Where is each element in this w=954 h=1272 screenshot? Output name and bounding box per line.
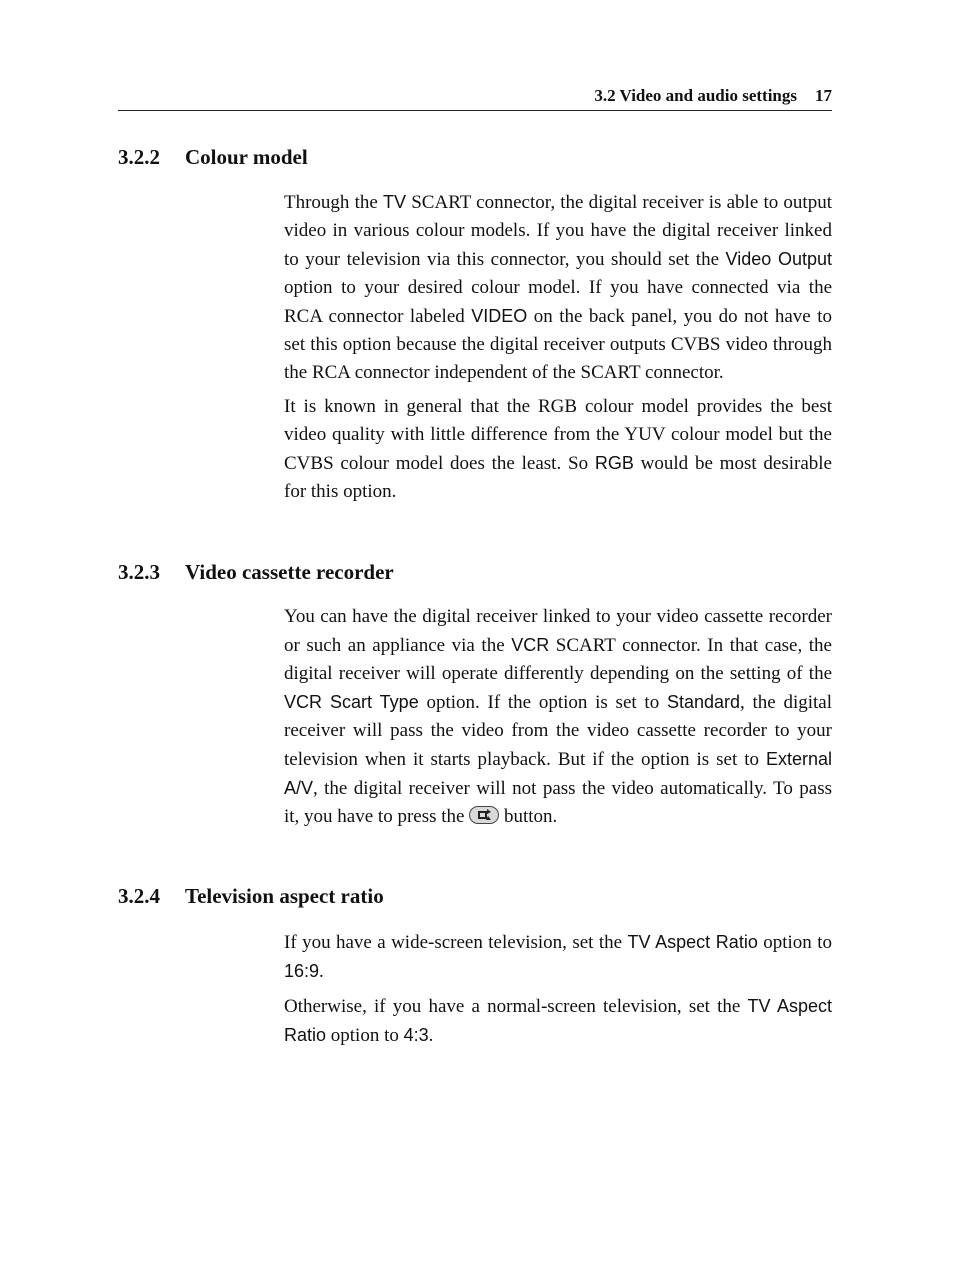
text-run: option to your desired colour model. If you have connected via the RCA connector labeled: [284, 277, 832, 327]
ui-term: Standard: [666, 692, 740, 712]
ui-term: 4:3: [403, 1025, 429, 1045]
section-heading-colour-model: [118, 145, 308, 170]
paragraph: [284, 992, 832, 1050]
tv-vcr-button-icon: [469, 806, 499, 824]
text-run: option. If the option is set to: [418, 692, 667, 713]
section-body-vcr: [284, 603, 832, 837]
section-number: 3.2.2: [118, 145, 160, 169]
text-run: would be most desirable for this option.: [284, 453, 832, 502]
text-run: button.: [499, 806, 558, 827]
section-body-aspect-ratio: [284, 928, 832, 1056]
text-run: SCART connector. In that case, the digital receiver will operate differently depending on the setting of the: [284, 635, 832, 684]
ui-term: Video Output: [725, 249, 833, 269]
ui-term: VCR Scart Type: [284, 692, 419, 712]
section-heading-aspect-ratio: [118, 884, 384, 909]
text-run: .: [319, 961, 324, 982]
ui-term: RGB: [594, 453, 634, 473]
section-title: Television aspect ratio: [185, 884, 384, 908]
text-run: .: [428, 1025, 434, 1046]
paragraph: [284, 928, 832, 986]
text-run: option to: [326, 1025, 404, 1046]
paragraph: [284, 393, 832, 506]
section-number: 3.2.4: [118, 884, 160, 908]
ui-term: VCR: [511, 635, 550, 655]
text-run: SCART connector, the digital receiver is able to output video in various colour models. If you have the digital receiver linked to your television via this connector, you should set the: [284, 192, 832, 270]
ui-term: VIDEO: [471, 306, 528, 326]
text-run: , the digital receiver will pass the video from the video cassette recorder to your television when it starts playback. But if the option is set to: [284, 692, 832, 770]
ui-term: TV Aspect Ratio: [627, 932, 758, 952]
text-run: It is known in general that the RGB colour model provides the best video quality with little difference from the YUV colour model but the CVBS colour model does the least. So: [284, 396, 832, 474]
running-header-title: 3.2 Video and audio settings: [594, 86, 797, 105]
section-title: Colour model: [185, 145, 308, 169]
ui-term: TV Aspect Ratio: [284, 996, 832, 1045]
ui-term: TV: [383, 192, 407, 212]
section-heading-vcr: [118, 560, 394, 585]
text-run: Otherwise, if you have a normal-screen television, set the: [284, 996, 748, 1017]
text-run: You can have the digital receiver linked to your video cassette recorder or such an appliance via the: [284, 606, 832, 656]
section-number: 3.2.3: [118, 560, 160, 584]
paragraph: [284, 603, 832, 831]
text-run: on the back panel, you do not have to set this option because the digital receiver outputs CVBS video through the RCA connector independent of the SCART connector.: [284, 306, 832, 383]
text-run: Through the: [284, 192, 384, 213]
section-body-colour-model: [284, 188, 832, 512]
text-run: , the digital receiver will not pass the video automatically. To pass it, you have to press the: [284, 778, 832, 827]
section-title: Video cassette recorder: [185, 560, 394, 584]
ui-term: External A/V: [284, 749, 832, 798]
paragraph: [284, 188, 832, 387]
text-run: If you have a wide-screen television, set the: [284, 932, 628, 953]
running-header: [118, 86, 832, 111]
ui-term: 16:9: [284, 961, 320, 981]
page-number: 17: [815, 86, 832, 105]
text-run: option to: [757, 932, 832, 953]
